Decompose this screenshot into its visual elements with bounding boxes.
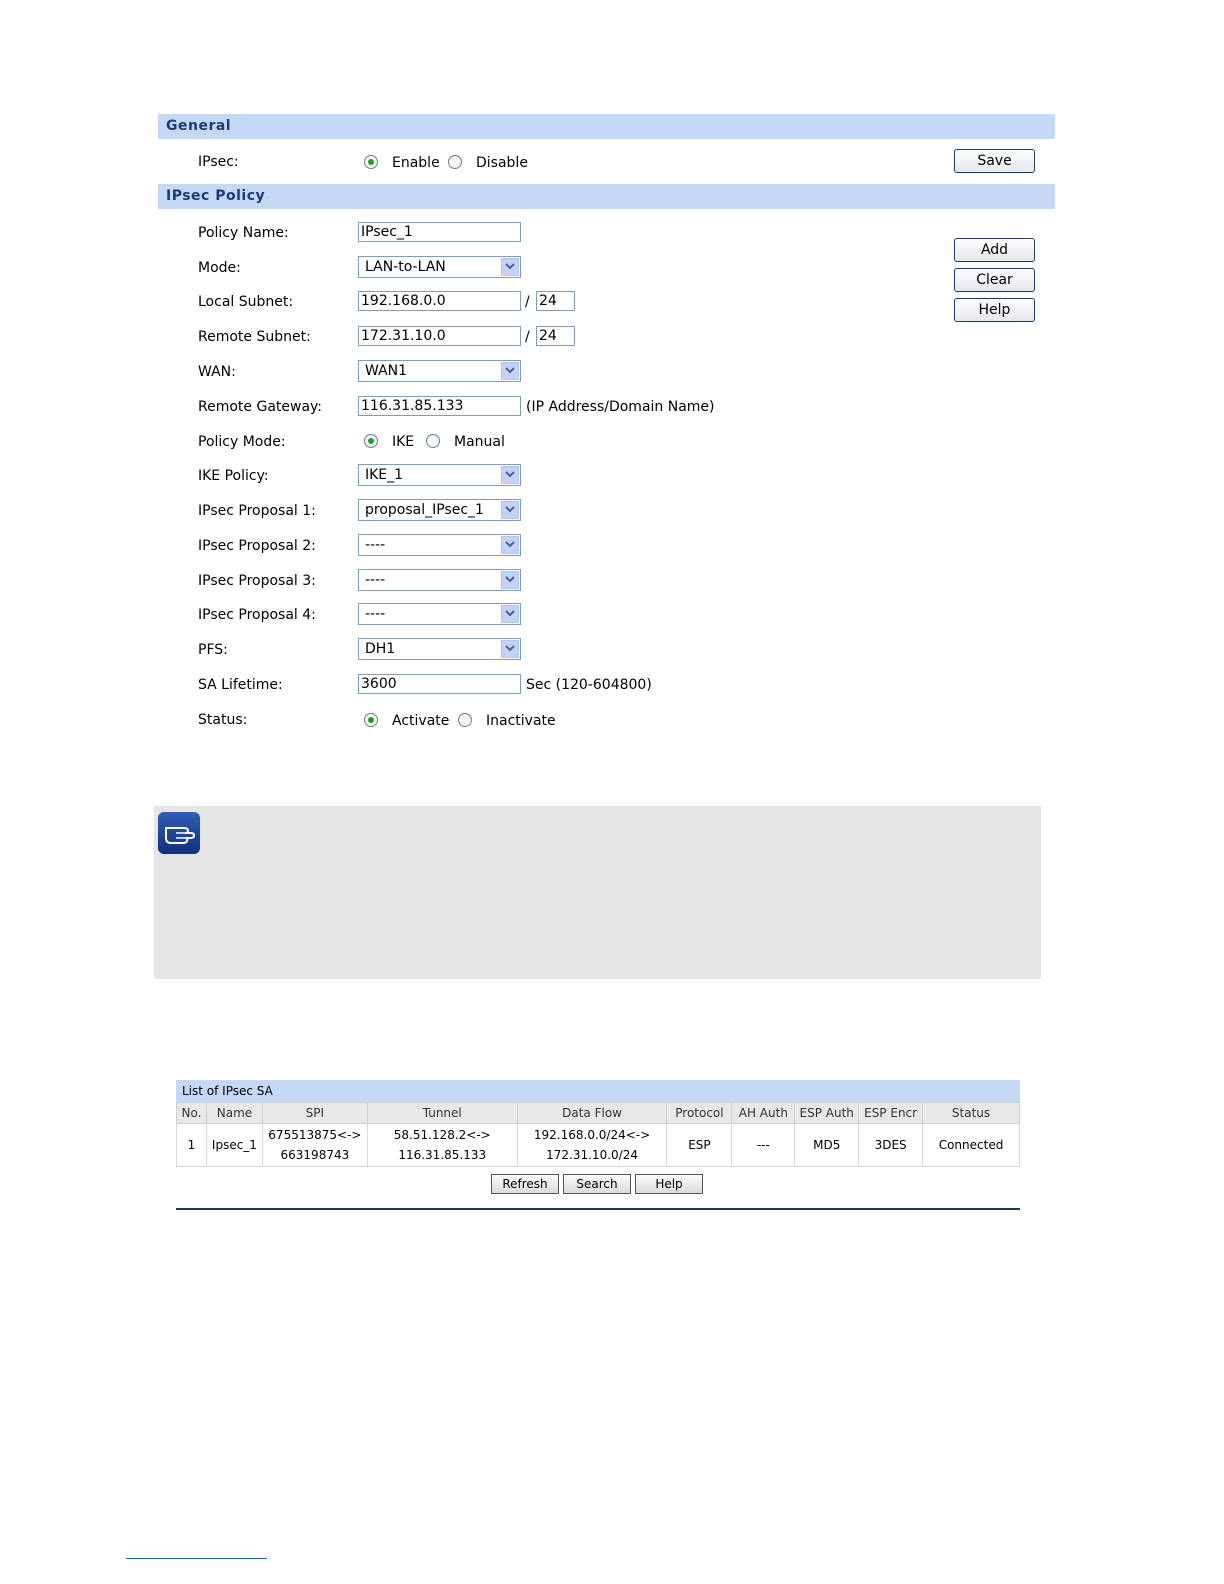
ike-policy-value: IKE_1 [365, 467, 404, 483]
ike-policy-label: IKE Policy: [198, 468, 269, 484]
ipsec-disable-label: Disable [476, 155, 528, 171]
remote-mask-input[interactable]: 24 [536, 326, 575, 346]
chevron-down-icon[interactable] [501, 258, 519, 276]
chevron-down-icon[interactable] [501, 605, 519, 623]
local-subnet-input[interactable]: 192.168.0.0 [358, 291, 521, 311]
ipsec-policy-section-header: IPsec Policy [158, 184, 1055, 209]
policy-mode-manual-radio[interactable] [426, 434, 440, 448]
local-subnet-slash: / [525, 294, 530, 310]
remote-subnet-input[interactable]: 172.31.10.0 [358, 326, 521, 346]
table-row [177, 1124, 1020, 1167]
sa-help-button[interactable]: Help [635, 1174, 703, 1194]
cell-protocol: ESP [667, 1124, 732, 1167]
cell-tunnel [367, 1124, 517, 1167]
proposal4-select[interactable] [358, 603, 521, 625]
col-data-flow: Data Flow [517, 1103, 667, 1124]
local-mask-input[interactable]: 24 [536, 291, 575, 311]
col-esp-auth: ESP Auth [795, 1103, 859, 1124]
status-inactivate-radio[interactable] [458, 713, 472, 727]
col-ah-auth: AH Auth [732, 1103, 795, 1124]
sa-bottom-divider [176, 1208, 1020, 1210]
policy-mode-ike-radio[interactable] [364, 434, 378, 448]
help-button[interactable]: Help [954, 298, 1035, 322]
add-button[interactable]: Add [954, 238, 1035, 262]
cell-status: Connected [923, 1124, 1020, 1167]
proposal2-select[interactable] [358, 534, 521, 556]
clear-button[interactable]: Clear [954, 268, 1035, 292]
ipsec-disable-radio[interactable] [448, 155, 462, 169]
remote-gateway-label: Remote Gateway: [198, 399, 323, 415]
proposal3-select[interactable] [358, 569, 521, 591]
ike-policy-select[interactable] [358, 464, 521, 486]
proposal1-label: IPsec Proposal 1: [198, 503, 316, 519]
proposal1-value: proposal_IPsec_1 [365, 502, 484, 518]
flow-line-2: 172.31.10.0/24 [546, 1148, 638, 1162]
policy-mode-manual-label: Manual [454, 434, 505, 450]
chevron-down-icon[interactable] [501, 571, 519, 589]
sa-table-header-row [177, 1103, 1020, 1124]
sa-table [176, 1102, 1020, 1167]
policy-mode-ike-label: IKE [392, 434, 415, 450]
proposal2-value: ---- [365, 537, 386, 553]
col-spi: SPI [262, 1103, 367, 1124]
mode-label: Mode: [198, 260, 241, 276]
sa-list-header: List of IPsec SA [176, 1080, 1020, 1102]
cell-data-flow [517, 1124, 667, 1167]
col-esp-encr: ESP Encr [859, 1103, 923, 1124]
pfs-label: PFS: [198, 642, 228, 658]
cell-spi [262, 1124, 367, 1167]
chevron-down-icon[interactable] [501, 501, 519, 519]
save-button[interactable]: Save [954, 149, 1035, 173]
policy-name-label: Policy Name: [198, 225, 289, 241]
cell-name: Ipsec_1 [206, 1124, 262, 1167]
mode-select[interactable] [358, 256, 521, 278]
spi-line-2: 663198743 [280, 1148, 350, 1162]
cell-ah-auth: --- [732, 1124, 795, 1167]
search-button[interactable]: Search [563, 1174, 631, 1194]
mode-value: LAN-to-LAN [365, 259, 446, 275]
ipsec-enable-radio[interactable] [364, 155, 378, 169]
status-activate-radio[interactable] [364, 713, 378, 727]
footer-divider [126, 1558, 267, 1559]
remote-subnet-label: Remote Subnet: [198, 329, 311, 345]
proposal3-label: IPsec Proposal 3: [198, 573, 316, 589]
sa-lifetime-hint: Sec (120-604800) [526, 677, 652, 693]
cell-esp-encr: 3DES [859, 1124, 923, 1167]
note-box [154, 806, 1041, 979]
chevron-down-icon[interactable] [501, 536, 519, 554]
remote-subnet-slash: / [525, 329, 530, 345]
sa-lifetime-label: SA Lifetime: [198, 677, 283, 693]
status-inactivate-label: Inactivate [486, 713, 556, 729]
pfs-value: DH1 [365, 641, 396, 657]
chevron-down-icon[interactable] [501, 466, 519, 484]
wan-label: WAN: [198, 364, 236, 380]
cell-no: 1 [177, 1124, 207, 1167]
sa-lifetime-input[interactable]: 3600 [358, 674, 521, 694]
proposal2-label: IPsec Proposal 2: [198, 538, 316, 554]
chevron-down-icon[interactable] [501, 640, 519, 658]
proposal4-value: ---- [365, 606, 386, 622]
chevron-down-icon[interactable] [501, 362, 519, 380]
wan-value: WAN1 [365, 363, 408, 379]
local-subnet-label: Local Subnet: [198, 294, 294, 310]
refresh-button[interactable]: Refresh [491, 1174, 559, 1194]
policy-name-input[interactable]: IPsec_1 [358, 222, 521, 242]
pfs-select[interactable] [358, 638, 521, 660]
remote-gateway-hint: (IP Address/Domain Name) [526, 399, 715, 415]
wan-select[interactable] [358, 360, 521, 382]
flow-line-1: 192.168.0.0/24<-> [533, 1128, 651, 1142]
spi-line-1: 675513875<-> [268, 1128, 362, 1142]
cell-esp-auth: MD5 [795, 1124, 859, 1167]
proposal1-select[interactable] [358, 499, 521, 521]
pointing-hand-icon [158, 812, 200, 854]
remote-gateway-input[interactable]: 116.31.85.133 [358, 396, 521, 416]
col-protocol: Protocol [667, 1103, 732, 1124]
col-status: Status [923, 1103, 1020, 1124]
col-name: Name [206, 1103, 262, 1124]
ipsec-enable-label: Enable [392, 155, 440, 171]
proposal4-label: IPsec Proposal 4: [198, 607, 316, 623]
status-label: Status: [198, 712, 248, 728]
proposal3-value: ---- [365, 572, 386, 588]
policy-mode-label: Policy Mode: [198, 434, 286, 450]
status-activate-label: Activate [392, 713, 450, 729]
tunnel-line-2: 116.31.85.133 [398, 1148, 487, 1162]
general-section-header: General [158, 114, 1055, 139]
col-tunnel: Tunnel [367, 1103, 517, 1124]
ipsec-label: IPsec: [198, 154, 239, 170]
tunnel-line-1: 58.51.128.2<-> [393, 1128, 491, 1142]
col-no: No. [177, 1103, 207, 1124]
